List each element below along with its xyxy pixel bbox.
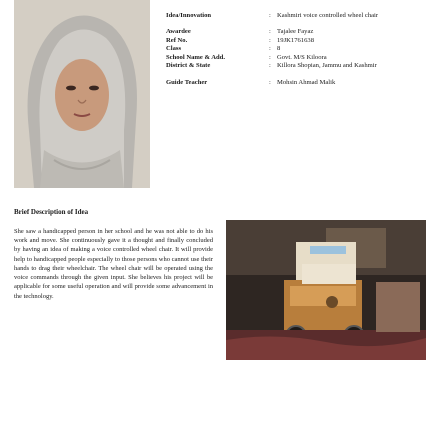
detail-row-ref	[166, 37, 426, 45]
detail-separator: :	[269, 45, 271, 53]
detail-label: Idea/Innovation	[166, 12, 212, 19]
awardee-portrait	[14, 0, 150, 188]
detail-value: Tajalee Fayaz	[277, 28, 314, 36]
detail-label: Ref No.	[166, 36, 188, 44]
detail-row-awardee	[166, 28, 426, 36]
detail-value: Mohsin Ahmad Malik	[277, 78, 336, 86]
detail-value: 19JK1761638	[277, 36, 314, 44]
project-photo	[226, 220, 426, 360]
detail-value: Killora Shopian, Jammu and Kashmir	[277, 62, 377, 70]
detail-row-school	[166, 54, 426, 62]
detail-row-idea	[166, 12, 426, 20]
awardee-details	[166, 12, 426, 87]
detail-separator: :	[269, 78, 271, 86]
detail-separator: :	[269, 36, 271, 44]
detail-row-class	[166, 45, 426, 53]
detail-separator: :	[269, 62, 271, 70]
detail-label: Guide Teacher	[166, 78, 208, 86]
detail-value: Kashmiri voice controlled wheel chair	[277, 12, 379, 19]
description-text: She saw a handicapped person in her school and he was not able to do his work and move. She continuously gave it a thought and finally concluded by having an idea of making a voice controlled wheel chair. It will provide help to handicapped people especially to those persons who cannot use their hands to drag their wheelchair. The wheel chair will be operated using the voice commands through the given input. She believes his project will be applicable for some useful operation and will provide some advancement in the technology.	[14, 228, 213, 300]
detail-label: School Name & Add.	[166, 53, 225, 61]
detail-separator: :	[269, 53, 271, 61]
detail-label: Awardee	[166, 28, 191, 36]
detail-label: Class	[166, 45, 182, 53]
detail-value: Govt. M/S Kiloora	[277, 53, 327, 61]
description-title: Brief Description of Idea	[14, 208, 89, 216]
detail-label: District & State	[166, 62, 211, 70]
detail-row-district	[166, 62, 426, 70]
detail-value: 8	[277, 45, 281, 53]
detail-row-guide	[166, 79, 426, 87]
detail-separator: :	[269, 28, 271, 36]
detail-separator: :	[269, 12, 271, 19]
